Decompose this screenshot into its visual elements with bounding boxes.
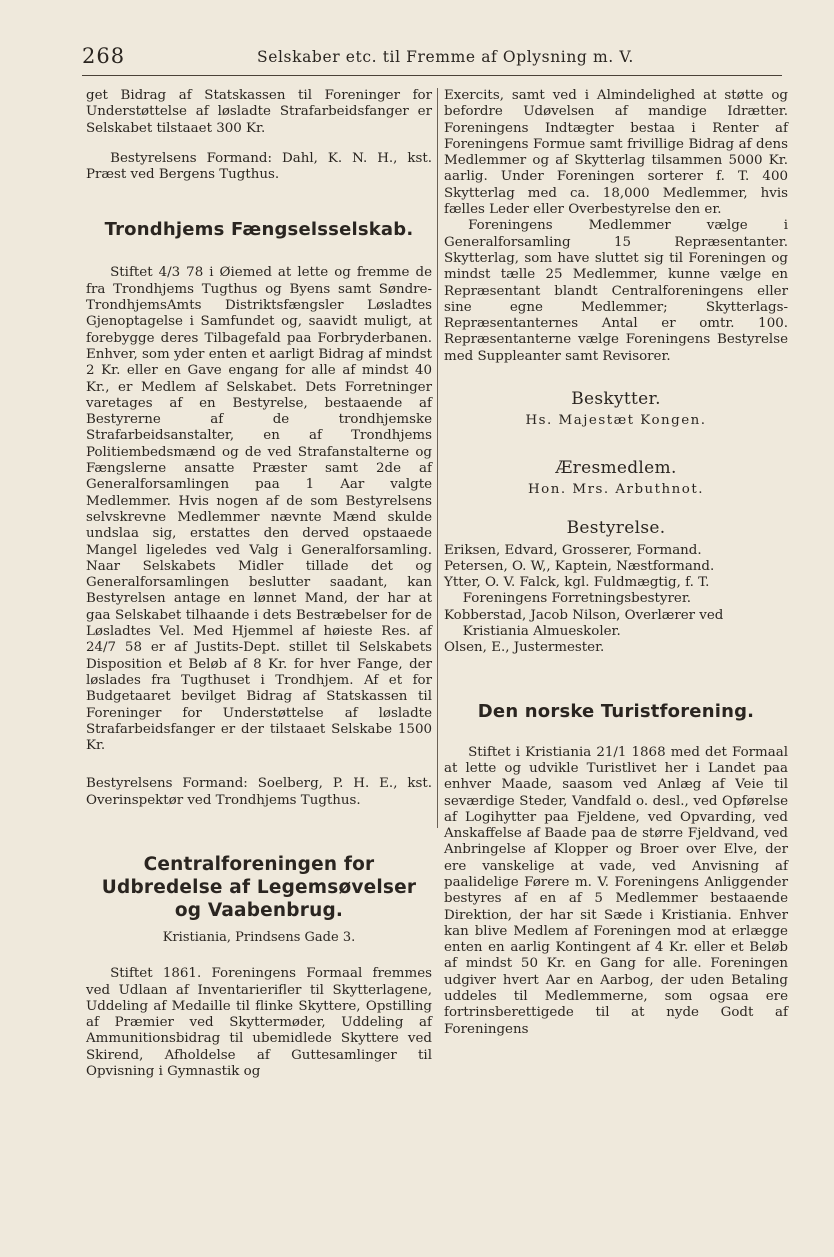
- page-header: [82, 42, 772, 74]
- central-continuation-2: Foreningens Medlemmer vælge i Generalforsamling 15 Repræsentanter. Skytterlag, som have sluttet sig til Foreningen og mindst tælle 25 Medlemmer, kunne vælge en Repræsentant blandt Centralforeningens eller sine egne Medlemmer; Skytterlags-Repræsentanternes Antal er omtr. 100. Repræsentanterne vælge Foreningens Bestyrelse med Suppleanter samt Revisorer.: [444, 218, 788, 364]
- board-member: Ytter, O. V. Falck, kgl. Fuldmægtig, f. T. Foreningens Forretningsbestyrer.: [444, 575, 710, 607]
- intro-paragraph: get Bidrag af Statskassen til Foreninger for Understøttelse af løsladte Strafarbeidsfanger er Selskabet tilstaaet 300 Kr.: [86, 88, 432, 136]
- section-title-trondhjem: Trondhjems Fængselsselskab.: [104, 219, 414, 241]
- central-address: Kristiania, Prindsens Gade 3.: [162, 929, 356, 945]
- left-column: [86, 88, 432, 1080]
- intro-chair: Bestyrelsens Formand: Dahl, K. N. H., kst. Præst ved Bergens Tugthus.: [86, 150, 432, 183]
- heading-honorary: Æresmedlem.: [555, 457, 677, 478]
- central-continuation-1: Exercits, samt ved i Almindelighed at støtte og befordre Udøvelsen af mandige Idrætter. Foreningens Indtægter bestaa i Renter af Foreningens Formue samt frivillige Bidrag af dens Medlemmer og af Skytterlag tilsammen 5000 Kr. aarlig. Under Foreningen sorterer f. T. 400 Skytterlag med ca. 18,000 Medlemmer, hvis fælles Leder eller Overbestyrelse den er.: [444, 88, 788, 218]
- honorary-member: Hon. Mrs. Arbuthnot.: [528, 481, 704, 497]
- right-column: [444, 88, 788, 1038]
- trondhjem-paragraph: Stiftet 4/3 78 i Øiemed at lette og fremme de fra Trondhjems Tugthus og Byens samt Søndre-TrondhjemsAmts Distriktsfængsler Løsladtes Gjenoptagelse i Samfundet og, saavidt muligt, at forebygge deres Tilbagefald paa Forbryderbanen. Enhver, som yder enten et aarligt Bidrag af mindst 2 Kr. eller en Gave engang for alle af mindst 40 Kr., er Medlem af Selskabet. Dets Forretninger varetages af en Bestyrelse, bestaaende af Bestyrerne af de trondhjemske Strafarbeidsanstalter, en af Trondhjems Politiembedsmænd og de ved Strafanstalterne og Fængslerne ansatte Præster samt 2de af Generalforsamlingen paa 1 Aar valgte Medlemmer. Hvis nogen af de som Bestyrelsens selvskrevne Medlemmer nævnte Mænd skulde undslaa sig, erstattes den derved opstaaede Mangel ligeledes ved Valg i Generalforsamling. Naar Selskabets Midler tillade det og Generalforsamlingen beslutter saadant, kan Bestyrelsen antage en lønnet Mand, der har at gaa Selskabet tilhaande i dets Bestræbelser for de Løsladtes Vel. Med Hjemmel af høieste Res. af 24/7 58 er af Justits-Dept. stillet til Selskabets Disposition et Beløb af 8 Kr. for hver Fange, der løslades fra Tugthuset i Trondhjem. Af et for Budgetaaret bevilget Bidrag af Statskassen til Foreninger for Understøttelse af løsladte Strafarbeidsfanger er der tilstaaet Selskabe 1500 Kr.: [86, 265, 432, 754]
- section-title-central: Centralforeningen for Udbredelse af Legemsøvelser og Vaabenbrug.: [101, 853, 417, 921]
- board-member: Kobberstad, Jacob Nilson, Overlærer ved Kristiania Almueskoler.: [444, 607, 724, 640]
- trondhjem-chair: Bestyrelsens Formand: Soelberg, P. H. E., kst. Overinspektør ved Trondhjems Tugthus.: [86, 776, 432, 808]
- page-number: 268: [82, 44, 126, 68]
- section-title-tourist: Den norske Turistforening.: [477, 700, 755, 722]
- board-member: Eriksen, Edvard, Grosserer, Formand.: [444, 542, 702, 558]
- heading-board: Bestyrelse.: [566, 518, 666, 539]
- board-member: Petersen, O. W,, Kaptein, Næstformand.: [444, 558, 715, 574]
- tourist-paragraph: Stiftet i Kristiania 21/1 1868 med det Formaal at lette og udvikle Turistlivet her i Landet paa enhver Maade, saasom ved Anlæg af Veie til seværdige Steder, Vandfald o. desl., ved Opførelse af Logihytter paa Fjeldene, ved Opvarding, ved Anskaffelse af Baade paa de større Fjeldvand, ved Anbringelse af Klopper og Broer over Elve, der ere vanskelige at vade, ved Anvisning af paalidelige Førere m. V. Foreningens Anliggender bestyres af en af 5 Medlemmer bestaaende Direktion, der har sit Sæde i Kristiania. Enhver kan blive Medlem af Foreningen mod at erlægge enten en aarlig Kontingent af 4 Kr. eller et Beløb af mindst 50 Kr. en Gang for alle. Foreningen udgiver hvert Aar en Aarbog, der uden Betaling uddeles til Medlemmerne, som ogsaa ere fortrinsberettigede til at nyde Godt af Foreningens: [444, 744, 788, 1037]
- heading-patron: Beskytter.: [571, 389, 661, 410]
- running-title: Selskaber etc. til Fremme af Oplysning m. V.: [257, 48, 634, 66]
- header-rule: [82, 75, 782, 76]
- patron-name: Hs. Majestæt Kongen.: [525, 413, 707, 429]
- column-divider: [437, 88, 438, 828]
- central-paragraph: Stiftet 1861. Foreningens Formaal fremmes ved Udlaan af Inventarierifler til Skytterlagene, Uddeling af Medaille til flinke Skyttere, Opstilling af Præmier ved Skyttermøder, Uddeling af Ammunitionsbidrag til ubemidlede Skyttere ved Skirend, Afholdelse af Guttesamlinger til Opvisning i Gymnastik og: [86, 966, 432, 1080]
- board-member: Olsen, E., Justermester.: [444, 640, 605, 656]
